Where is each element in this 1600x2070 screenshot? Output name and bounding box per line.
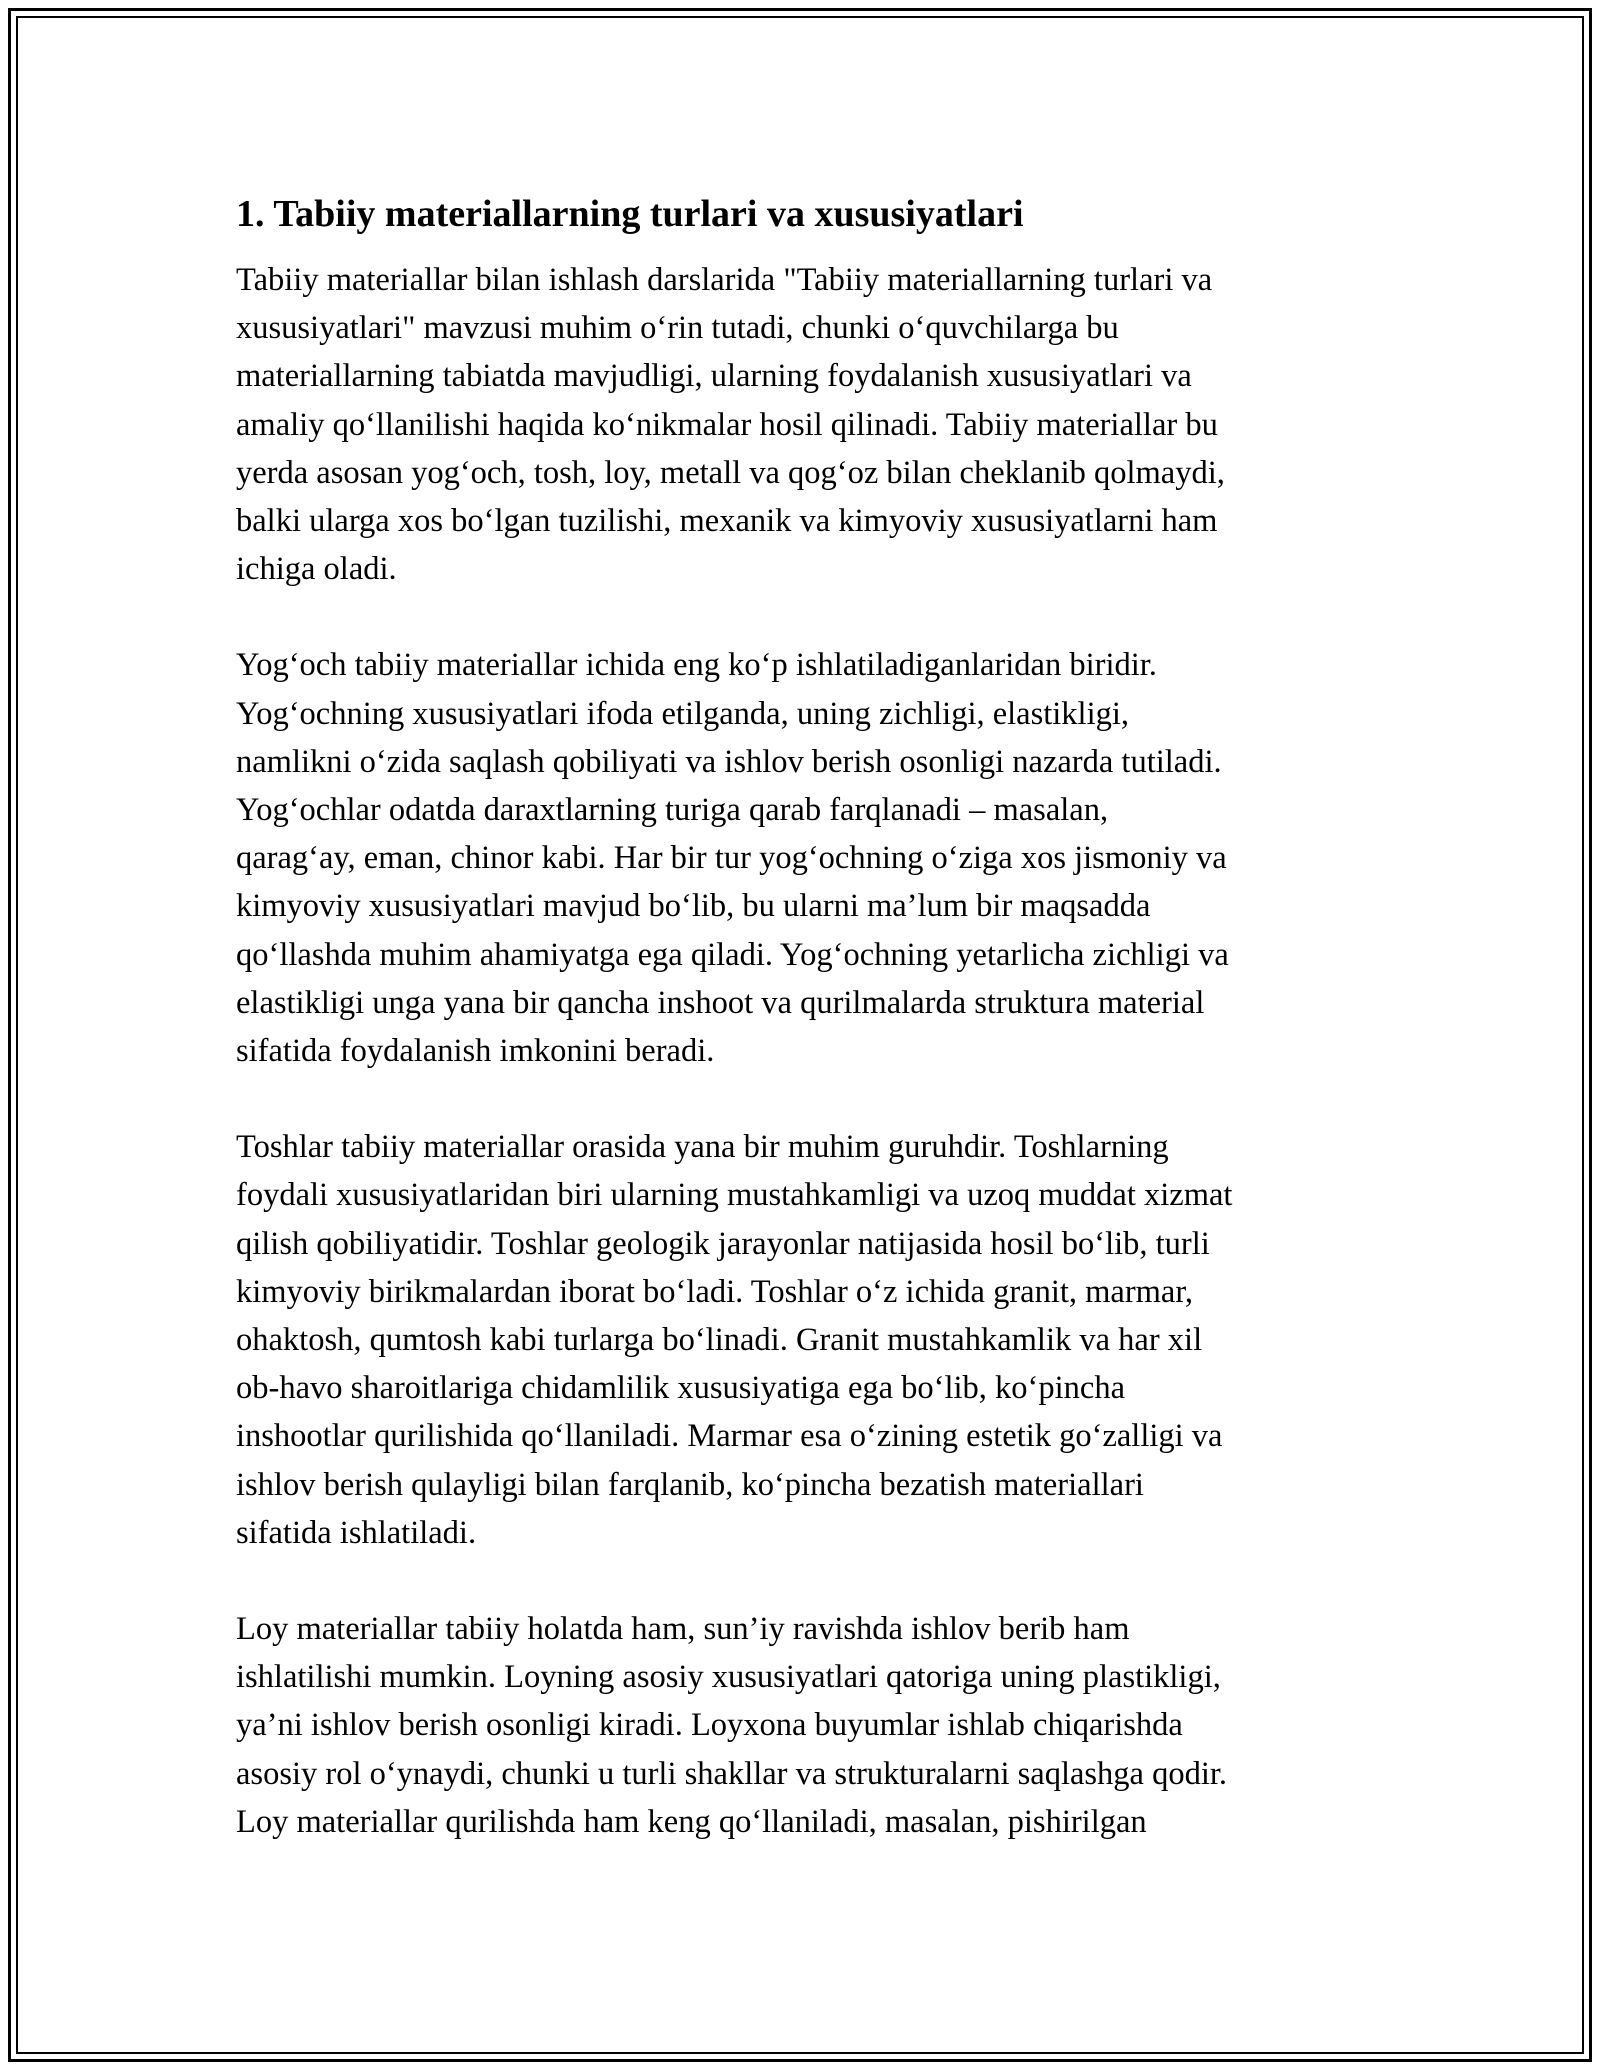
- document-body: [236, 188, 1366, 1894]
- paragraph-intro: Tabiiy materiallar bilan ishlash darslarida "Tabiiy materiallarning turlari va xususiyatlari" mavzusi muhim o‘rin tutadi, chunki o‘quvchilarga bu materiallarning tabiatda mavjudligi, ularning foydalanish xususiyatlari va amaliy qo‘llanilishi haqida ko‘nikmalar hosil qilinadi. Tabiiy materiallar bu yerda asosan yog‘och, tosh, loy, metall va qog‘oz bilan cheklanib qolmaydi, balki ularga xos bo‘lgan tuzilishi, mexanik va kimyoviy xususiyatlarni ham ichiga oladi.: [236, 262, 1225, 588]
- paragraph-stone: Toshlar tabiiy materiallar orasida yana bir muhim guruhdir. Toshlarning foydali xususiyatlaridan biri ularning mustahkamligi va uzoq muddat xizmat qilish qobiliyatidir. Toshlar geologik jarayonlar natijasida hosil bo‘lib, turli kimyoviy birikmalardan iborat bo‘ladi. Toshlar o‘z ichida granit, marmar, ohaktosh, qumtosh kabi turlarga bo‘linadi. Granit mustahkamlik va har xil ob-havo sharoitlariga chidamlilik xususiyatiga ega bo‘lib, ko‘pincha inshootlar qurilishida qo‘llaniladi. Marmar esa o‘zining estetik go‘zalligi va ishlov berish qulayligi bilan farqlanib, ko‘pincha bezatish materiallari sifatida ishlatiladi.: [236, 1129, 1233, 1551]
- paragraph-wood: Yog‘och tabiiy materiallar ichida eng ko‘p ishlatiladiganlaridan biridir. Yog‘ochning xususiyatlari ifoda etilganda, uning zichligi, elastikligi, namlikni o‘zida saqlash qobiliyati va ishlov berish osonligi nazarda tutiladi. Yog‘ochlar odatda daraxtlarning turiga qarab farqlanadi – masalan, qarag‘ay, eman, chinor kabi. Har bir tur yog‘ochning o‘ziga xos jismoniy va kimyoviy xususiyatlari mavjud bo‘lib, bu ularni ma’lum bir maqsadda qo‘llashda muhim ahamiyatga ega qiladi. Yog‘ochning yetarlicha zichligi va elastikligi unga yana bir qancha inshoot va qurilmalarda struktura material sifatida foydalanish imkonini beradi.: [236, 647, 1229, 1070]
- section-heading: 1. Tabiiy materiallarning turlari va xususiyatlari: [236, 193, 1024, 235]
- paragraph-clay: Loy materiallar tabiiy holatda ham, sun’iy ravishda ishlov berib ham ishlatilishi mumkin. Loyning asosiy xususiyatlari qatoriga uning plastikligi, ya’ni ishlov berish osonligi kiradi. Loyxona buyumlar ishlab chiqarishda asosiy rol o‘ynaydi, chunki u turli shakllar va strukturalarni saqlashga qodir. Loy materiallar qurilishda ham keng qo‘llaniladi, masalan, pishirilgan: [236, 1611, 1228, 1840]
